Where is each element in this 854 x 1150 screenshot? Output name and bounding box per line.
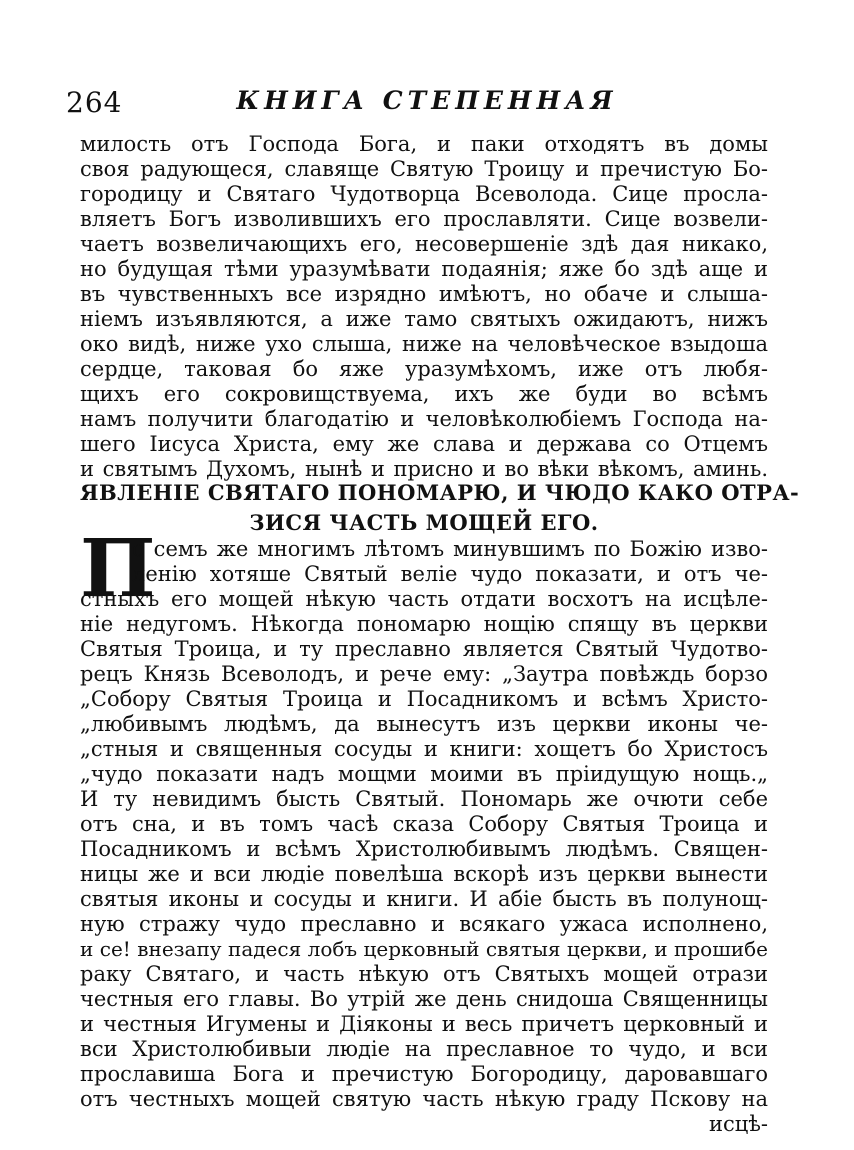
section-heading-line: ЯВЛЕНIЕ СВЯТАГО ПОНОМАРЮ, И ЧЮДО КАКО ОТРА- xyxy=(80,480,800,505)
text-line: въ чувственныхъ все изрядно имѣютъ, но обаче и слыша- xyxy=(80,282,768,306)
section-heading-line: ЗИСЯ ЧАСТЬ МОЩЕЙ ЕГО. xyxy=(249,510,599,535)
text-line: ницы же и вси людiе повелѣша вскорѣ изъ церкви вынести xyxy=(80,862,768,886)
text-line: и честныя Игумены и Дiяконы и весь причетъ церковный и xyxy=(80,1012,768,1036)
text-line: И ту невидимъ бысть Святый. Пономарь же очюти себе xyxy=(80,787,768,811)
running-title: КНИГА СТЕПЕННАЯ xyxy=(236,86,618,115)
text-line: раку Святаго, и часть нѣкую отъ Святыхъ мощей отрази xyxy=(80,962,768,986)
text-line: Посадникомъ и всѣмъ Христолюбивымъ людѣмъ. Священ- xyxy=(80,837,768,861)
text-line: „Собору Святыя Троица и Посадникомъ и всѣмъ Христо- xyxy=(80,687,768,711)
text-line: о семъ же многимъ лѣтомъ минувшимъ по Божiю изво- xyxy=(132,537,768,561)
text-line: ленiю хотяше Святый велiе чудо показати, и отъ че- xyxy=(132,562,768,586)
section-heading xyxy=(80,478,800,538)
text-line: городицу и Святаго Чудотворца Всеволода. Сице просла- xyxy=(80,182,768,206)
text-line: нiемъ изъявляются, а иже тамо святыхъ ожидаютъ, нижъ xyxy=(80,307,768,331)
text-line: Святыя Троица, и ту преславно является Святый Чудотво- xyxy=(80,637,768,661)
text-line: вляетъ Богъ изволившихъ его прославляти. Сице возвели- xyxy=(80,207,768,231)
text-line: сердце, таковая бо яже уразумѣхомъ, иже отъ любя- xyxy=(80,357,768,381)
text-line: прославиша Бога и пречистую Богородицу, даровавшаго xyxy=(80,1062,768,1086)
text-line: „стныя и священныя сосуды и книги: хощетъ бо Христосъ xyxy=(80,737,768,761)
drop-cap: П xyxy=(80,521,156,615)
text-line: вси Христолюбивыи людiе на преславное то чудо, и вси xyxy=(80,1037,768,1061)
text-line: нiе недугомъ. Нѣкогда пономарю нощiю спящу въ церкви xyxy=(80,612,768,636)
text-line: отъ честныхъ мощей святую часть нѣкую граду Пскову на xyxy=(80,1087,768,1111)
text-line: намъ получити благодатiю и человѣколюбiемъ Господа на- xyxy=(80,407,768,431)
text-line: стныхъ его мощей нѣкую часть отдати восхотъ на исцѣле- xyxy=(80,587,768,611)
text-line: ную стражу чудо преславно и всякаго ужаса исполнено, xyxy=(80,912,768,936)
text-line: „чудо показати надъ мощми моими въ прiидущую нощь.„ xyxy=(80,762,768,786)
text-line: милость отъ Господа Бога, и паки отходятъ въ домы xyxy=(80,132,768,156)
text-line: щихъ его сокровищствуема, ихъ же буди во всѣмъ xyxy=(80,382,768,406)
text-line: око видѣ, ниже ухо слыша, ниже на человѣческое взыдоша xyxy=(80,332,768,356)
text-line: и се! внезапу падеся лобъ церковный святыя церкви, и прошибе xyxy=(80,937,768,961)
text-line: святыя иконы и сосуды и книги. И абiе бысть въ полунощ- xyxy=(80,887,768,911)
text-line: шего Iисуса Христа, ему же слава и держава со Отцемъ xyxy=(80,432,768,456)
text-line: и святымъ Духомъ, нынѣ и присно и во вѣки вѣкомъ, аминь. xyxy=(80,457,768,481)
text-line: рецъ Князь Всеволодъ, и рече ему: „Заутра повѣждь борзо xyxy=(80,662,768,686)
text-line: честныя его главы. Во утрiй же день снидоша Священницы xyxy=(80,987,768,1011)
text-line: чаетъ возвеличающихъ его, несовершенiе здѣ дая никако, xyxy=(80,232,768,256)
text-line: но будущая тѣми уразумѣвати подаянiя; яже бо здѣ аще и xyxy=(80,257,768,281)
top-paragraph xyxy=(80,132,768,482)
text-line: „любивымъ людѣмъ, да вынесутъ изъ церкви иконы че- xyxy=(80,712,768,736)
text-line: своя радующеся, славяще Святую Троицу и пречистую Бо- xyxy=(80,157,768,181)
text-line: отъ сна, и въ томъ часѣ сказа Собору Святыя Троица и xyxy=(80,812,768,836)
catchword: исцѣ- xyxy=(708,1112,768,1136)
page-number: 264 xyxy=(66,86,123,119)
main-paragraph xyxy=(80,537,768,1137)
